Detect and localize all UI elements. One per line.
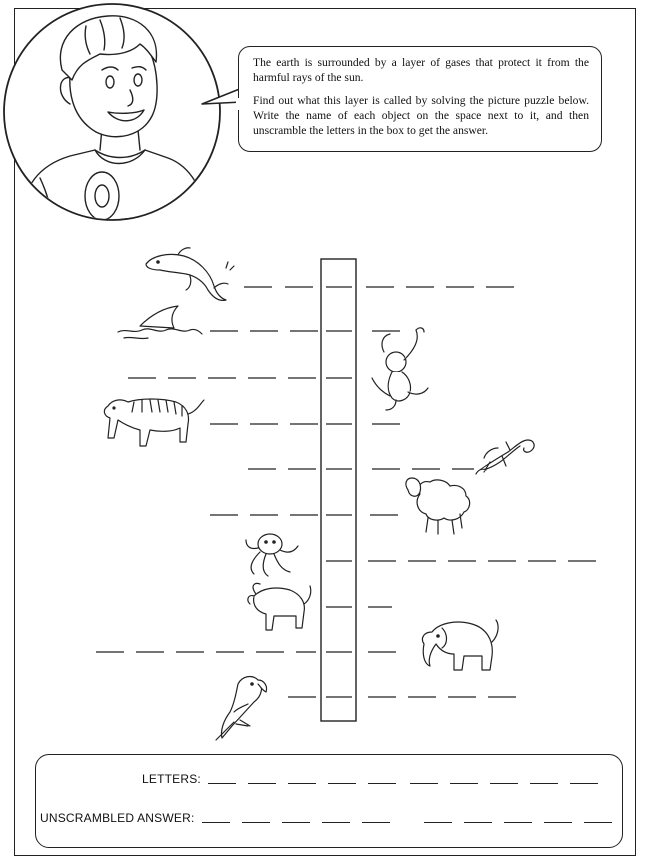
lizard-icon <box>476 440 534 474</box>
answer-blank[interactable] <box>464 822 492 824</box>
sheep-icon <box>406 478 470 534</box>
answer-blank[interactable] <box>282 822 310 824</box>
shark-fin-icon <box>118 306 202 339</box>
unscrambled-answer-label: UNSCRAMBLED ANSWER: <box>40 811 195 825</box>
answer-blank[interactable] <box>242 822 270 824</box>
letter-blank[interactable] <box>248 783 276 785</box>
letter-blank[interactable] <box>288 783 316 785</box>
letter-blank[interactable] <box>410 783 438 785</box>
answer-box <box>35 754 623 848</box>
tiger-icon <box>104 399 204 446</box>
letter-blank[interactable] <box>208 783 236 785</box>
intro-paragraph-2: Find out what this layer is called by solving the picture puzzle below. Write the name of each object on the space next to it, and then unscramble the letters in the box to get the answer. <box>253 94 589 137</box>
elephant-icon <box>422 620 498 670</box>
octopus-icon <box>246 534 298 576</box>
letter-blank[interactable] <box>450 783 478 785</box>
dolphin-icon <box>146 248 234 301</box>
letter-blank[interactable] <box>530 783 558 785</box>
intro-paragraph-1: The earth is surrounded by a layer of gases that protect it from the harmful rays of the sun. <box>253 56 589 84</box>
letter-blank[interactable] <box>570 783 598 785</box>
answer-blank[interactable] <box>584 822 612 824</box>
letter-blank[interactable] <box>490 783 518 785</box>
answer-blank[interactable] <box>504 822 532 824</box>
letter-blank[interactable] <box>368 783 396 785</box>
answer-blank[interactable] <box>362 822 390 824</box>
parrot-icon <box>216 677 267 740</box>
monkey-icon <box>372 328 428 410</box>
puzzle-blank-lines <box>96 287 596 697</box>
answer-blank[interactable] <box>424 822 452 824</box>
answer-blank[interactable] <box>322 822 350 824</box>
letter-blank[interactable] <box>328 783 356 785</box>
buffalo-icon <box>248 583 311 630</box>
answer-blank[interactable] <box>202 822 230 824</box>
answer-blank[interactable] <box>544 822 572 824</box>
letters-label: LETTERS: <box>142 772 201 786</box>
